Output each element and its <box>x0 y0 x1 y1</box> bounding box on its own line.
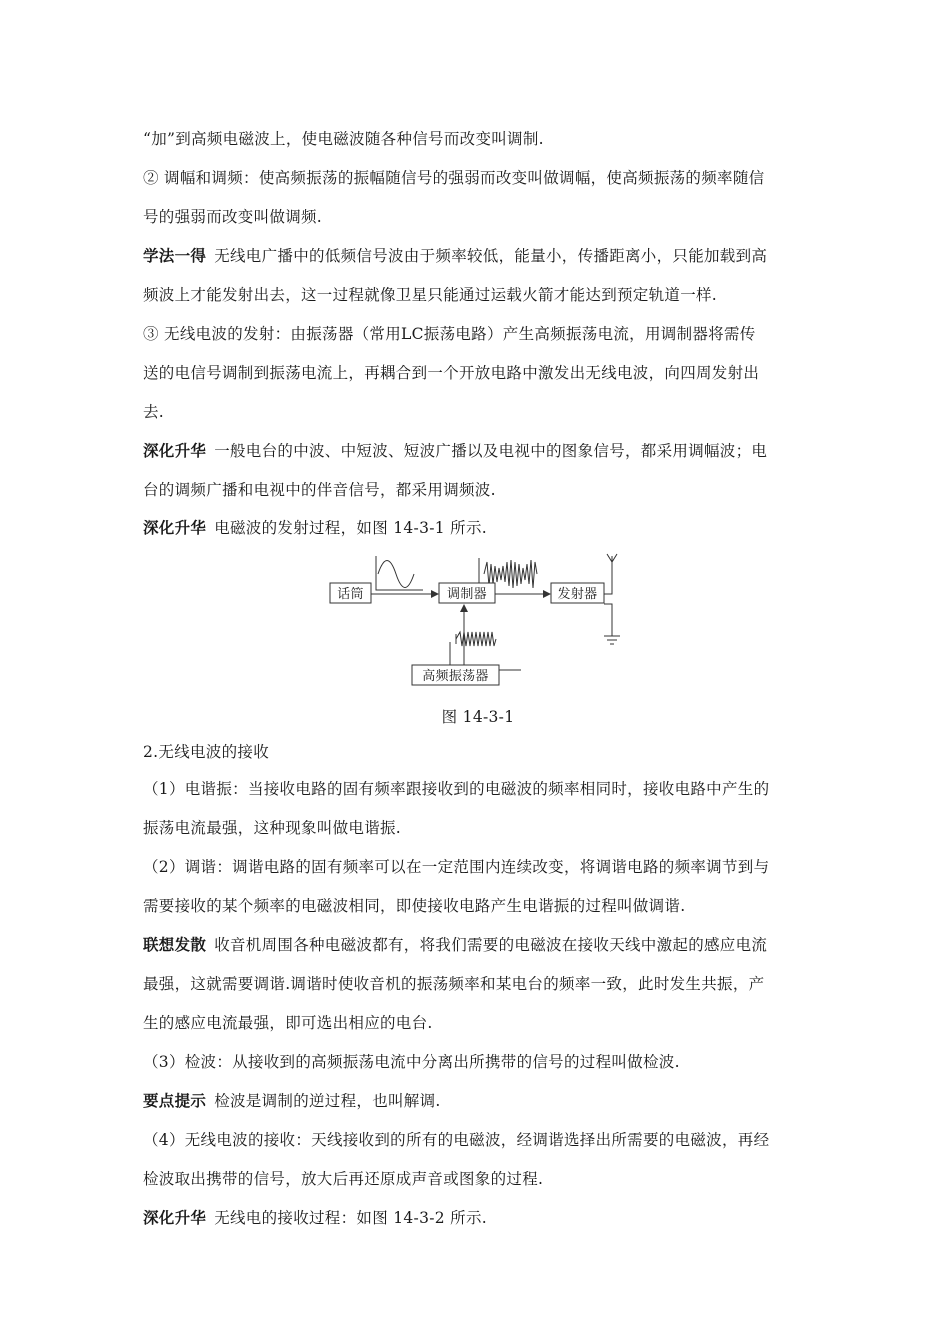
section-label: 联想发散 <box>143 936 207 954</box>
section-label: 深化升华 <box>143 442 207 460</box>
text-run: 无线电的接收过程：如图 14-3-2 所示. <box>214 1209 488 1227</box>
text-run: 电磁波的发射过程，如图 14-3-1 所示. <box>214 519 488 537</box>
transmission-diagram <box>143 550 813 700</box>
signal-axis <box>376 556 423 590</box>
text-line: （3）检波：从接收到的高频振荡电流中分离出所携带的信号的过程叫做检波. <box>143 1053 680 1071</box>
modulator-label: 调制器 <box>447 587 487 602</box>
diagram-svg <box>326 550 636 698</box>
document-body <box>143 120 813 1238</box>
text-line: （1）电谐振：当接收电路的固有频率跟接收到的电磁波的频率相同时，接收电路中产生的 <box>143 780 770 798</box>
ground-icon <box>604 636 620 644</box>
text-line: 振荡电流最强，这种现象叫做电谐振. <box>143 819 402 837</box>
arrow-icon <box>543 590 551 598</box>
section-label: 深化升华 <box>143 1209 207 1227</box>
text-line: 生的感应电流最强，即可选出相应的电台. <box>143 1014 433 1032</box>
section-label: 学法一得 <box>143 247 207 265</box>
text-line <box>143 237 813 276</box>
text-line: 号的强弱而改变叫做调频. <box>143 208 323 226</box>
text-line <box>143 926 813 965</box>
text-line: 台的调频广播和电视中的伴音信号，都采用调频波. <box>143 481 496 499</box>
text-run: 收音机周围各种电磁波都有，将我们需要的电磁波在接收天线中激起的感应电流 <box>214 936 768 954</box>
figure-caption: 图 14-3-1 <box>441 708 515 726</box>
text-line: （4）无线电波的接收：天线接收到的所有的电磁波，经调谐选择出所需要的电磁波，再经 <box>143 1131 770 1149</box>
text-line: ③ 无线电波的发射：由振荡器（常用LC振荡电路）产生高频振荡电流，用调制器将需传 <box>143 325 756 343</box>
text-line: 检波取出携带的信号，放大后再还原成声音或图象的过程. <box>143 1170 544 1188</box>
text-line <box>143 510 813 546</box>
oscillator-label: 高频振荡器 <box>422 669 489 684</box>
audio-signal-wave <box>378 561 414 588</box>
text-line: 送的电信号调制到振荡电流上，再耦合到一个开放电路中激发出无线电波，向四周发射出 <box>143 364 760 382</box>
antenna-mast <box>604 556 612 594</box>
text-line: 频波上才能发射出去，这一过程就像卫星只能通过运载火箭才能达到预定轨道一样. <box>143 286 718 304</box>
mic-label: 话筒 <box>337 587 364 602</box>
text-line: ② 调幅和调频：使高频振荡的振幅随信号的强弱而改变叫做调幅，使高频振荡的频率随信 <box>143 169 765 187</box>
text-run: 一般电台的中波、中短波、短波广播以及电视中的图象信号，都采用调幅波；电 <box>214 442 768 460</box>
arrow-icon <box>431 590 439 598</box>
text-line <box>143 1082 813 1121</box>
text-run: 无线电广播中的低频信号波由于频率较低，能量小，传播距离小，只能加载到高 <box>214 247 768 265</box>
text-line: 最强，这就需要调谐.调谐时使收音机的振荡频率和某电台的频率一致，此时发生共振，产 <box>143 975 765 993</box>
text-line: 需要接收的某个频率的电磁波相同，即使接收电路产生电谐振的过程叫做调谐. <box>143 897 686 915</box>
section-label: 深化升华 <box>143 519 207 537</box>
text-line <box>143 1199 813 1238</box>
text-line: “加”到高频电磁波上，使电磁波随各种信号而改变叫调制. <box>143 130 544 148</box>
section-label: 要点提示 <box>143 1092 207 1110</box>
section-heading: 2.无线电波的接收 <box>143 743 269 761</box>
transmitter-label: 发射器 <box>557 587 598 602</box>
arrow-icon <box>460 604 468 612</box>
ground-wire <box>604 604 612 636</box>
text-line: 去. <box>143 403 165 421</box>
carrier-wave <box>456 632 496 646</box>
text-run: 检波是调制的逆过程，也叫解调. <box>214 1092 441 1110</box>
text-line <box>143 432 813 471</box>
text-line: （2）调谐：调谐电路的固有频率可以在一定范围内连续改变，将调谐电路的频率调节到与 <box>143 858 770 876</box>
